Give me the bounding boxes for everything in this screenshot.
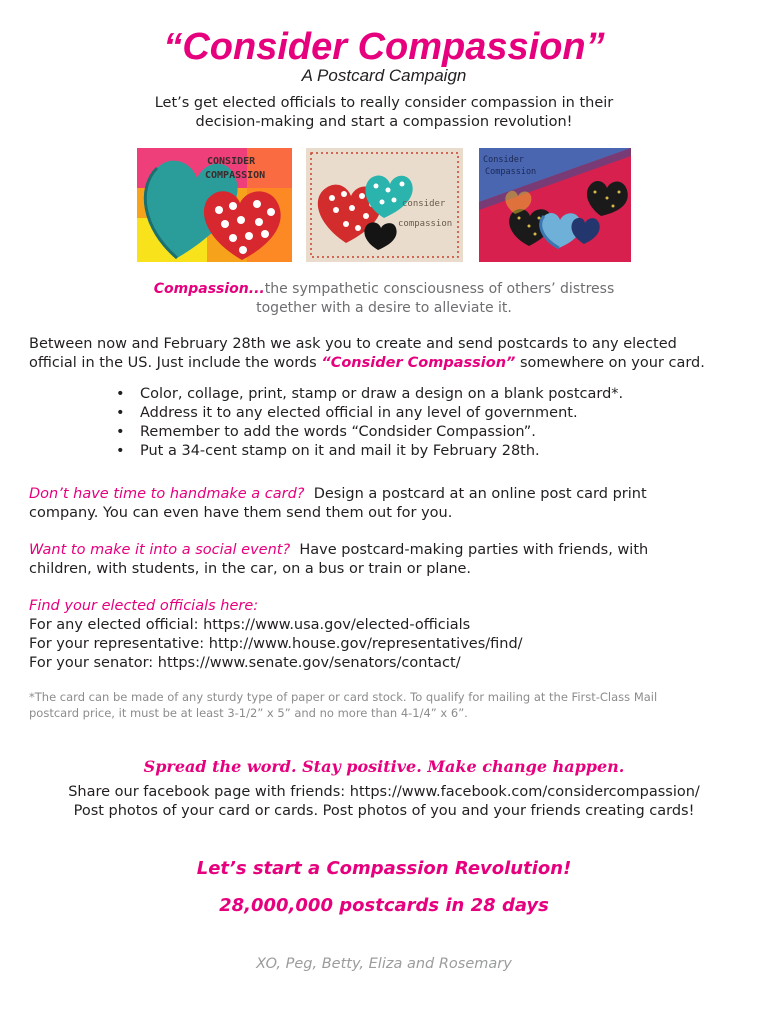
list-item: • Color, collage, print, stamp or draw a design on a blank postcard*.: [116, 385, 736, 404]
definition-line: [100, 280, 668, 299]
consider-compassion-emphasis: “Consider Compassion”: [321, 355, 516, 371]
social-paragraph: [29, 541, 749, 579]
card3-caption-2: Compassion: [485, 167, 537, 177]
list-item: • Put a 34-cent stamp on it and mail it by February 28th.: [116, 442, 736, 461]
paragraph-line: company. You can even have them send them out for you.: [29, 505, 453, 521]
footnote-line: *The card can be made of any sturdy type of paper or card stock. To qualify for mailing at the First-Class Mail: [29, 690, 658, 704]
card2-caption-2: compassion: [398, 219, 453, 229]
paragraph-text: Have postcard-making parties with friends, with: [290, 542, 649, 558]
find-officials-lead: Find your elected officials here:: [29, 598, 259, 614]
postcard-artwork-2: [306, 148, 463, 262]
definition-text: the sympathetic consciousness of others’ distress: [264, 281, 615, 297]
card1-caption-2: COMPASSION: [205, 170, 266, 181]
list-item: • Remember to add the words “Condsider Compassion”.: [116, 423, 736, 442]
list-item: • Address it to any elected official in any level of government.: [116, 404, 736, 423]
definition-line: together with a desire to alleviate it.: [256, 300, 512, 316]
steps-list: [116, 385, 736, 461]
find-officials-paragraph: [29, 597, 749, 673]
official-link-line[interactable]: For your representative: http://www.house.gov/representatives/find/: [29, 636, 523, 652]
footnote: [29, 689, 749, 721]
footnote-line: postcard price, it must be at least 3-1/2” x 5” and no more than 4-1/4” x 6”.: [29, 706, 468, 720]
paragraph-line: [29, 541, 749, 560]
social-lead: Want to make it into a social event?: [29, 542, 291, 558]
intro-text: [120, 94, 648, 132]
postcard-artwork-1: [137, 148, 292, 262]
official-link-line[interactable]: For any elected official: https://www.usa.gov/elected-officials: [29, 617, 471, 633]
page-title: “Consider Compassion”: [163, 26, 605, 68]
signature: XO, Peg, Betty, Eliza and Rosemary: [256, 956, 512, 972]
description-text: official in the US. Just include the words: [29, 355, 322, 371]
compassion-definition: [100, 280, 668, 318]
spread-the-word-heading: Spread the word. Stay positive. Make change happen.: [143, 757, 625, 776]
paragraph-text: Design a postcard at an online post card print: [304, 486, 647, 502]
postcard-image-2: [306, 148, 463, 262]
card3-caption-1: Consider: [483, 155, 524, 165]
revolution-heading: Let’s start a Compassion Revolution!: [196, 858, 572, 879]
definition-ellipsis: ...: [248, 281, 265, 297]
postcard-image-1: [137, 148, 292, 262]
handmake-paragraph: [29, 485, 749, 523]
official-link-line[interactable]: For your senator: https://www.senate.gov/senators/contact/: [29, 655, 461, 671]
share-line: Post photos of your card or cards. Post photos of you and your friends creating cards!: [73, 803, 695, 819]
card1-caption-1: CONSIDER: [207, 156, 256, 167]
campaign-description: [29, 335, 749, 373]
description-text: somewhere on your card.: [515, 355, 705, 371]
paragraph-line: children, with students, in the car, on a bus or train or plane.: [29, 561, 472, 577]
paragraph-line: [29, 485, 749, 504]
handmake-lead: Don’t have time to handmake a card?: [29, 486, 305, 502]
postcard-image-3: [479, 148, 631, 262]
definition-term: Compassion: [153, 281, 249, 297]
page-subtitle: A Postcard Campaign: [301, 66, 467, 85]
facebook-share-line[interactable]: Share our facebook page with friends: https://www.facebook.com/considercompassion/: [68, 784, 700, 800]
share-paragraph: [0, 783, 768, 821]
postcard-artwork-3: [479, 148, 631, 262]
intro-line: Let’s get elected officials to really consider compassion in their: [154, 95, 614, 111]
card2-caption-1: consider: [402, 199, 446, 209]
intro-line: decision-making and start a compassion revolution!: [195, 114, 573, 130]
description-line: [29, 354, 749, 373]
description-line: Between now and February 28th we ask you to create and send postcards to any elected: [29, 336, 677, 352]
postcards-goal-heading: 28,000,000 postcards in 28 days: [219, 895, 549, 916]
